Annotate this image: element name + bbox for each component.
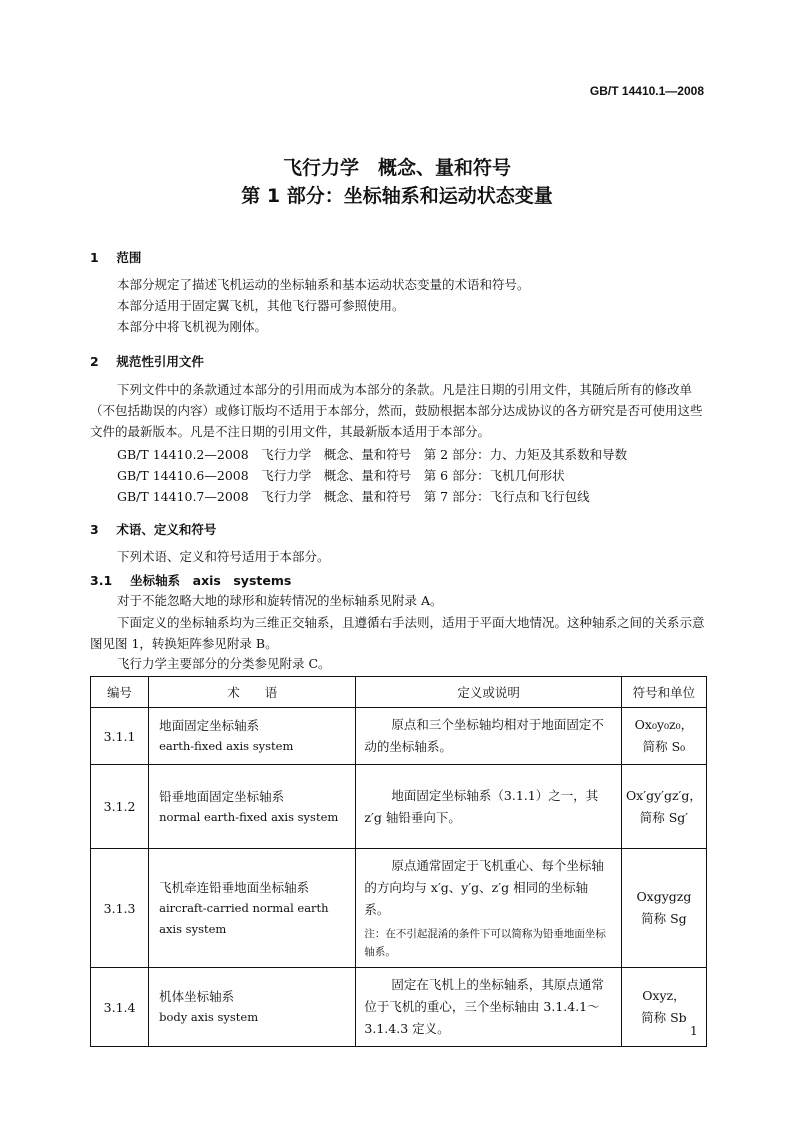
definition-text: 原点通常固定于飞机重心、每个坐标轴的方向均与 x′g、y′g、z′g 相同的坐标轴系。 bbox=[364, 858, 604, 917]
row-term bbox=[149, 765, 356, 849]
axis-systems-table bbox=[90, 676, 707, 1047]
table-row bbox=[91, 849, 707, 968]
section-2-number: 2 bbox=[90, 354, 99, 369]
column-header-id: 编号 bbox=[91, 677, 149, 708]
term-chinese: 机体坐标轴系 bbox=[159, 989, 235, 1004]
row-term bbox=[149, 968, 356, 1047]
document-subtitle: 第 1 部分：坐标轴系和运动状态变量 bbox=[241, 185, 553, 207]
column-header-term: 术 语 bbox=[149, 677, 356, 708]
section-1-number: 1 bbox=[90, 250, 99, 265]
section-3-intro: 下列术语、定义和符号适用于本部分。 bbox=[117, 549, 330, 564]
symbol-text: Oxgygzg bbox=[636, 889, 692, 904]
row-definition bbox=[356, 849, 621, 968]
term-english: normal earth-fixed axis system bbox=[159, 809, 339, 824]
axis-paragraph-3: 飞行力学主要部分的分类参见附录 C。 bbox=[117, 656, 331, 671]
row-id: 3.1.3 bbox=[91, 849, 149, 968]
row-definition bbox=[356, 708, 621, 765]
column-header-definition: 定义或说明 bbox=[356, 677, 621, 708]
symbol-abbreviation: 简称 S₀ bbox=[642, 739, 686, 754]
term-chinese: 地面固定坐标轴系 bbox=[159, 718, 260, 733]
row-id: 3.1.1 bbox=[91, 708, 149, 765]
reference-item: GB/T 14410.2—2008 飞行力学 概念、量和符号 第 2 部分：力、力矩及其系数和导数 bbox=[117, 447, 628, 462]
row-definition bbox=[356, 968, 621, 1047]
axis-paragraph-2: 下面定义的坐标轴系均为三维正交轴系，且遵循右手法则，适用于平面大地情况。这种轴系之间的关系示意图见图 1，转换矩阵参见附录 B。 bbox=[90, 615, 705, 651]
section-3-heading bbox=[90, 520, 216, 538]
symbol-text: Oxyz， bbox=[642, 988, 686, 1003]
table-row bbox=[91, 968, 707, 1047]
symbol-text: Ox′gy′gz′g， bbox=[625, 787, 702, 803]
term-chinese: 铅垂地面固定坐标轴系 bbox=[159, 788, 285, 804]
term-english: earth-fixed axis system bbox=[159, 739, 294, 753]
symbol-abbreviation: 简称 Sb bbox=[641, 1010, 687, 1025]
section-3-number: 3 bbox=[90, 522, 99, 537]
row-id: 3.1.4 bbox=[91, 968, 149, 1047]
row-symbol bbox=[621, 849, 706, 968]
definition-text: 固定在飞机上的坐标轴系，其原点通常位于飞机的重心，三个坐标轴由 3.1.4.1～3.1.4.3 定义。 bbox=[364, 977, 604, 1036]
row-term bbox=[149, 849, 356, 968]
symbol-abbreviation: 简称 Sg bbox=[641, 911, 687, 926]
row-symbol bbox=[621, 765, 706, 849]
section-3-title: 术语、定义和符号 bbox=[116, 522, 217, 537]
standard-number: GB/T 14410.1—2008 bbox=[589, 84, 704, 98]
row-definition bbox=[356, 765, 621, 849]
page-number: 1 bbox=[690, 1024, 698, 1038]
section-1-heading bbox=[90, 248, 141, 266]
scope-paragraph-3: 本部分中将飞机视为刚体。 bbox=[117, 319, 268, 334]
subsection-title: 坐标轴系 axis systems bbox=[130, 573, 292, 588]
reference-item: GB/T 14410.6—2008 飞行力学 概念、量和符号 第 6 部分：飞机几何形状 bbox=[117, 468, 565, 483]
term-english: body axis system bbox=[159, 1010, 259, 1024]
definition-text: 地面固定坐标轴系（3.1.1）之一，其 z′g 轴铅垂向下。 bbox=[364, 787, 599, 825]
symbol-text: Ox₀y₀z₀， bbox=[634, 717, 694, 732]
axis-paragraph-1: 对于不能忽略大地的球形和旋转情况的坐标轴系见附录 A。 bbox=[117, 593, 443, 608]
column-header-symbol: 符号和单位 bbox=[621, 677, 706, 708]
reference-item: GB/T 14410.7—2008 飞行力学 概念、量和符号 第 7 部分：飞行点和飞行包线 bbox=[117, 489, 590, 504]
table-row bbox=[91, 708, 707, 765]
definition-text: 原点和三个坐标轴均相对于地面固定不动的坐标轴系。 bbox=[364, 717, 604, 754]
term-chinese: 飞机牵连铅垂地面坐标轴系 bbox=[159, 879, 310, 895]
table-header-row bbox=[91, 677, 707, 708]
section-1-title: 范围 bbox=[116, 250, 142, 265]
scope-paragraph-1: 本部分规定了描述飞机运动的坐标轴系和基本运动状态变量的术语和符号。 bbox=[117, 277, 530, 292]
document-title: 飞行力学 概念、量和符号 bbox=[282, 157, 511, 179]
section-2-heading bbox=[90, 352, 204, 370]
table-row bbox=[91, 765, 707, 849]
row-id: 3.1.2 bbox=[91, 765, 149, 849]
symbol-abbreviation: 简称 Sg′ bbox=[639, 809, 689, 825]
normative-references-paragraph: 下列文件中的条款通过本部分的引用而成为本部分的条款。凡是注日期的引用文件，其随后所有的修改单（不包括勘误的内容）或修订版均不适用于本部分，然而，鼓励根据本部分达成协议的各方研究是否可使用这些文件的最新版本。凡是不注日期的引用文件，其最新版本适用于本部分。 bbox=[90, 382, 703, 439]
row-term bbox=[149, 708, 356, 765]
term-english: aircraft-carried normal earth axis system bbox=[159, 900, 329, 936]
scope-paragraph-2: 本部分适用于固定翼飞机，其他飞行器可参照使用。 bbox=[117, 298, 405, 313]
row-symbol bbox=[621, 708, 706, 765]
definition-note: 注：在不引起混淆的条件下可以简称为铅垂地面坐标轴系。 bbox=[364, 928, 606, 958]
subsection-3-1-heading bbox=[90, 571, 291, 589]
subsection-number: 3.1 bbox=[90, 573, 113, 588]
section-2-title: 规范性引用文件 bbox=[116, 354, 204, 369]
